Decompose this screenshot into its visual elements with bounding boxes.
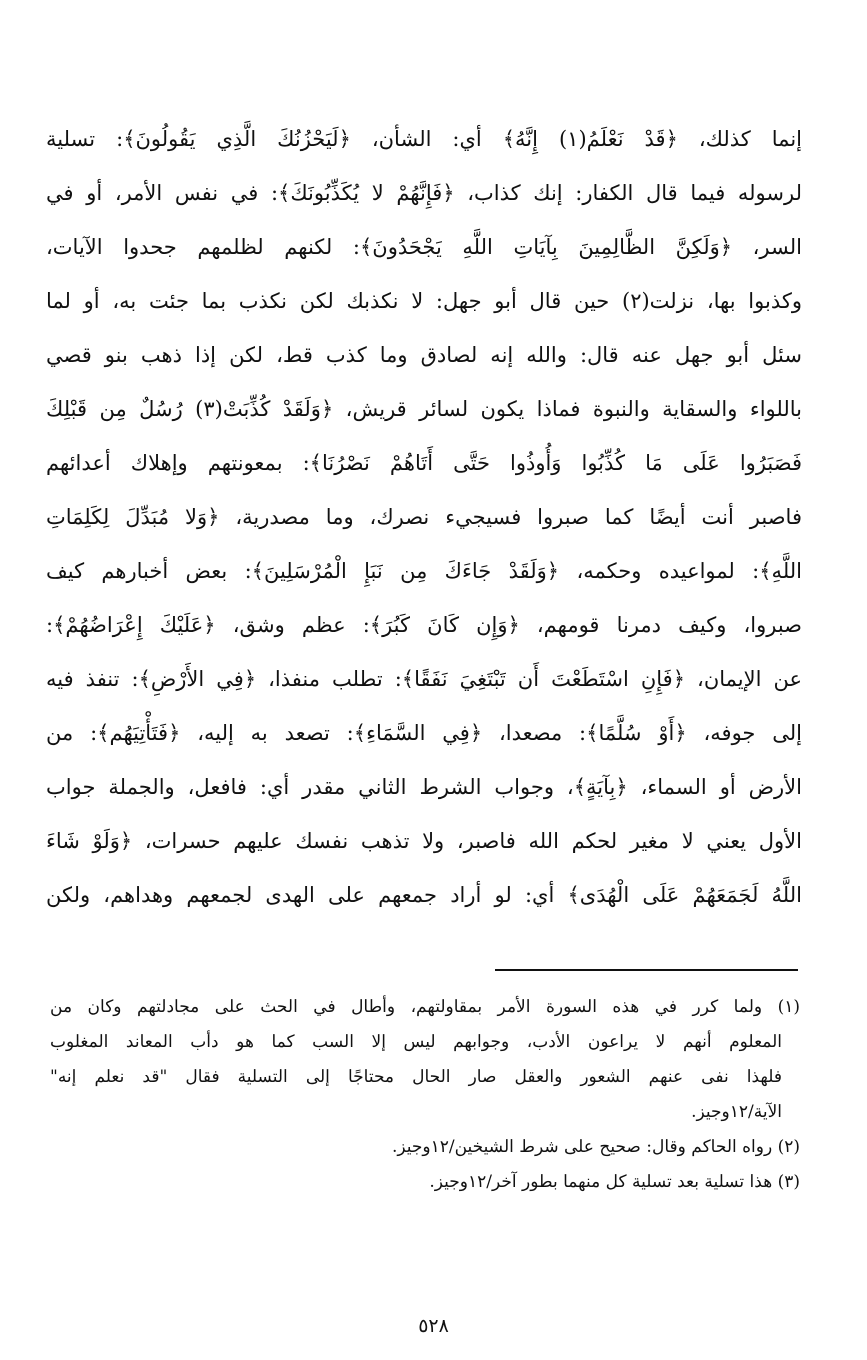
text-line: باللواء والسقاية والنبوة فماذا يكون لسائر قريش، ﴿وَلَقَدْ كُذِّبَتْ(٣) رُسُلٌ مِن قَبْلِكَ [46, 397, 802, 421]
footnotes [50, 990, 800, 1200]
page-number: ٥٢٨ [418, 1315, 449, 1337]
text-line: عن الإيمان، ﴿فَإِنِ اسْتَطَعْتَ أَن تَبْتَغِيَ نَفَقًا﴾: تطلب منفذا، ﴿فِي الأَرْضِ﴾: تنفذ فيه [46, 667, 802, 691]
text-line: اللَّهُ لَجَمَعَهُمْ عَلَى الْهُدَى﴾ أي: لو أراد جمعهم على الهدى لجمعهم وهداهم، ولكن [46, 883, 802, 907]
footnote-1-line: فلهذا نفى عنهم الشعور والعقل صار الحال محتاجًا إلى التسلية فقال "قد نعلم إنه" [50, 1067, 782, 1087]
footnote-1-line: الآية/١٢وجيز. [691, 1102, 782, 1122]
main-text-body [46, 112, 802, 922]
footnote-1-line: (١) ولما كرر في هذه السورة الأمر بمقاولتهم، وأطال في الحث على مجادلتهم وكان من [50, 997, 800, 1017]
text-line: وكذبوا بها، نزلت(٢) حين قال أبو جهل: لا نكذبك لكن نكذب بما جئت به، أو لما [46, 289, 802, 313]
text-line: إلى جوفه، ﴿أَوْ سُلَّمًا﴾: مصعدا، ﴿فِي السَّمَاءِ﴾: تصعد به إليه، ﴿فَتَأْتِيَهُم﴾: من [46, 721, 802, 745]
text-line: إنما كذلك، ﴿قَدْ نَعْلَمُ(١) إِنَّهُ﴾ أي: الشأن، ﴿لَيَحْزُنُكَ الَّذِي يَقُولُونَ﴾: تسلية [46, 127, 802, 151]
text-line: سئل أبو جهل عنه قال: والله إنه لصادق وما كذب قط، لكن إذا ذهب بنو قصي [46, 343, 802, 367]
footnote-1-line: المعلوم أنهم لا يراعون الأدب، وجوابهم ليس إلا السب كما هو دأب المعاند المغلوب [50, 1032, 782, 1052]
text-line: الأرض أو السماء، ﴿بِآيَةٍ﴾، وجواب الشرط الثاني مقدر أي: فافعل، والجملة جواب [46, 775, 802, 799]
text-line: اللَّهِ﴾: لمواعيده وحكمه، ﴿وَلَقَدْ جَاءَكَ مِن نَبَإِ الْمُرْسَلِينَ﴾: بعض أخبارهم كيف [46, 559, 802, 583]
text-line: الأول يعني لا مغير لحكم الله فاصبر، ولا تذهب نفسك عليهم حسرات، ﴿وَلَوْ شَاءَ [46, 829, 802, 853]
text-line: السر، ﴿وَلَكِنَّ الظَّالِمِينَ بِآيَاتِ اللَّهِ يَجْحَدُونَ﴾: لكنهم لظلمهم جحدوا الآيات، [46, 235, 802, 259]
text-line: فَصَبَرُوا عَلَى مَا كُذِّبُوا وَأُوذُوا حَتَّى أَتَاهُمْ نَصْرُنَا﴾: بمعونتهم وإهلاك أعدائهم [46, 451, 802, 475]
text-line: لرسوله فيما قال الكفار: إنك كذاب، ﴿فَإِنَّهُمْ لا يُكَذِّبُونَكَ﴾: في نفس الأمر، أو في [46, 181, 802, 205]
text-line: فاصبر أنت أيضًا كما صبروا فسيجيء نصرك، وما مصدرية، ﴿وَلا مُبَدِّلَ لِكَلِمَاتِ [46, 505, 802, 529]
footnote-3: (٣) هذا تسلية بعد تسلية كل منهما بطور آخر/١٢وجيز. [429, 1172, 800, 1192]
footnote-separator [495, 969, 798, 971]
text-line: صبروا، وكيف دمرنا قومهم، ﴿وَإِن كَانَ كَبُرَ﴾: عظم وشق، ﴿عَلَيْكَ إِعْرَاضُهُمْ﴾: [46, 613, 802, 637]
footnote-2: (٢) رواه الحاكم وقال: صحيح على شرط الشيخين/١٢وجيز. [391, 1137, 800, 1157]
